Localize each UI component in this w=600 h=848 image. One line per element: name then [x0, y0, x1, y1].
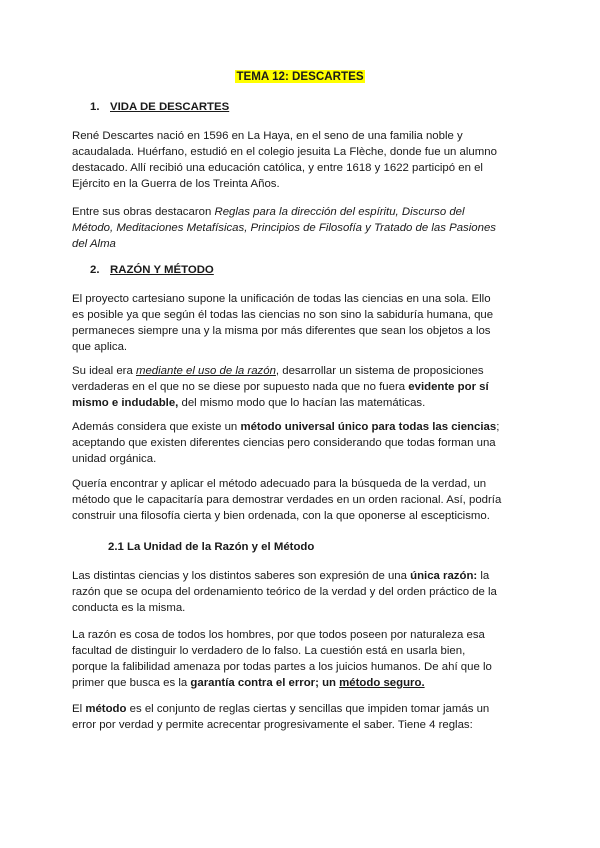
paragraph-works: Entre sus obras destacaron Reglas para la dirección del espíritu, Discurso del Método, Meditaciones Metafísicas, Principios de Filosofía y Tratado de las Pasiones del Alma	[72, 206, 496, 250]
section-heading-vida: 1. VIDA DE DESCARTES	[90, 101, 230, 113]
paragraph-biography: René Descartes nació en 1596 en La Haya, en el seno de una familia noble y acaudalada. Huérfano, estudió en el colegio jesuita La Flèche, donde fue un alumno destacado. Allí recibió una educación católica, y entre 1618 y 1622 participó en el Ejército en la Guerra de los Treinta Años.	[72, 130, 497, 190]
paragraph-unique-reason: Las distintas ciencias y los distintos saberes son expresión de una única razón: la razón que se ocupa del ordenamiento teórico de la verdad y del orden práctico de la conducta es la misma.	[72, 570, 497, 614]
works-list: Reglas para la dirección del espíritu, Discurso del Método, Meditaciones Metafísicas, Principios de Filosofía y Tratado de las Pasiones del Alma	[72, 206, 496, 250]
document-title	[0, 70, 600, 83]
paragraph-universal-method: Además considera que existe un método universal único para todas las ciencias; aceptando que existen diferentes ciencias pero considerando que todas forman una unidad orgánica.	[72, 421, 500, 465]
highlighted-title: TEMA 12: DESCARTES	[236, 70, 364, 83]
paragraph-reason-all-men: La razón es cosa de todos los hombres, por que todos poseen por naturaleza esa facultad de distinguir lo verdadero de lo falso. La cuestión está en usarla bien, porque la falibilidad amenaza por todas partes a los juicios humanos. De ahí que lo primer que busca es la garantía contra el error; un método seguro.	[72, 629, 492, 689]
paragraph-ideal: Su ideal era mediante el uso de la razón, desarrollar un sistema de proposiciones verdaderas en el que no se diese por supuesto nada que no fuera evidente por sí mismo e indudable, del mismo modo que lo hacían las matemáticas.	[72, 365, 489, 409]
paragraph-search-truth: Quería encontrar y aplicar el método adecuado para la búsqueda de la verdad, un método que le capacitaría para demostrar verdades en un orden racional. Así, podría construir una filosofía cierta y bien ordenada, con la que oponerse al escepticismo.	[72, 478, 502, 522]
subsection-heading: 2.1 La Unidad de la Razón y el Método	[108, 541, 315, 553]
section-heading-razon: 2. RAZÓN Y MÉTODO	[90, 264, 214, 276]
paragraph-unification: El proyecto cartesiano supone la unificación de todas las ciencias en una sola. Ello es posible ya que según él todas las ciencias no son sino la sabiduría humana, que permaneces siempre una y la misma por más diferentes que sean los objetos a los que aplica.	[72, 293, 494, 353]
paragraph-method-rules: El método es el conjunto de reglas ciertas y sencillas que impiden tomar jamás un error por verdad y permite acrecentar progresivamente el saber. Tiene 4 reglas:	[72, 703, 490, 731]
